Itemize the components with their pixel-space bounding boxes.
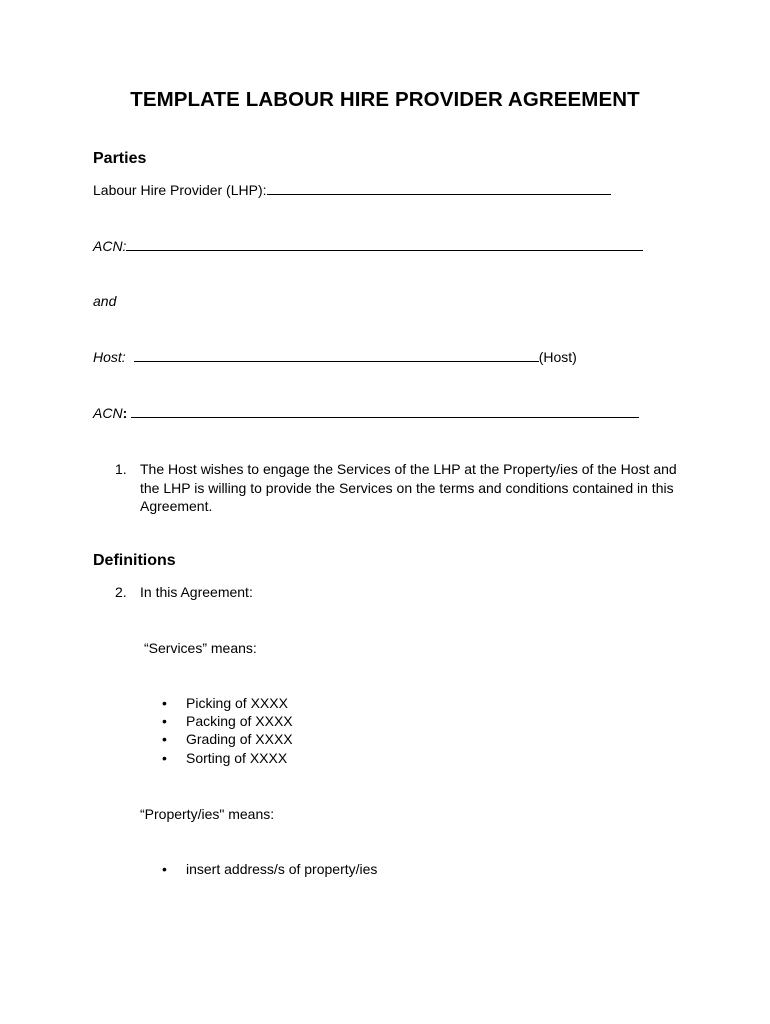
parties-heading: Parties: [93, 150, 147, 167]
clause-1-number: 1.: [115, 461, 127, 477]
bullet-icon: •: [162, 695, 167, 711]
list-item: • Packing of XXXX: [162, 713, 293, 730]
acn2-colon: :: [122, 405, 128, 421]
bullet-icon: •: [162, 713, 167, 730]
clause-2-number: 2.: [115, 584, 127, 600]
acn2-blank-field: [131, 404, 639, 418]
host-suffix: (Host): [538, 349, 577, 365]
list-item: • Picking of XXXX: [162, 695, 288, 711]
bullet-icon: •: [162, 861, 167, 877]
clause-2-text: In this Agreement:: [140, 584, 253, 600]
list-item: • insert address/s of property/ies: [162, 861, 378, 877]
definitions-heading: Definitions: [93, 552, 176, 569]
services-list: [162, 694, 293, 767]
host-label: Host:: [93, 349, 126, 365]
host-blank-field: [134, 348, 539, 362]
lhp-label: Labour Hire Provider (LHP):: [93, 182, 267, 198]
clause-1-text: The Host wishes to engage the Services of the LHP at the Property/ies of the Host and the LHP is willing to provide the Services on the terms and conditions contained in this Agreement.: [140, 461, 677, 514]
acn1-blank-field: [126, 237, 643, 251]
bullet-icon: •: [162, 749, 167, 766]
acn2-label: ACN: [93, 405, 123, 421]
services-label: “Services” means:: [144, 640, 257, 656]
acn1-label: ACN:: [93, 238, 127, 254]
bullet-icon: •: [162, 731, 167, 748]
acn1-line: [93, 237, 643, 255]
list-item: • Sorting of XXXX: [162, 749, 288, 766]
host-line: [93, 348, 577, 366]
list-item: • Grading of XXXX: [162, 731, 293, 748]
property-list: [162, 860, 377, 878]
property-label: “Property/ies" means:: [140, 806, 275, 822]
acn2-line: [93, 404, 639, 422]
and-text: and: [93, 293, 117, 309]
document-title: TEMPLATE LABOUR HIRE PROVIDER AGREEMENT: [130, 88, 640, 111]
lhp-blank-field: [267, 181, 611, 195]
lhp-line: [93, 181, 611, 199]
